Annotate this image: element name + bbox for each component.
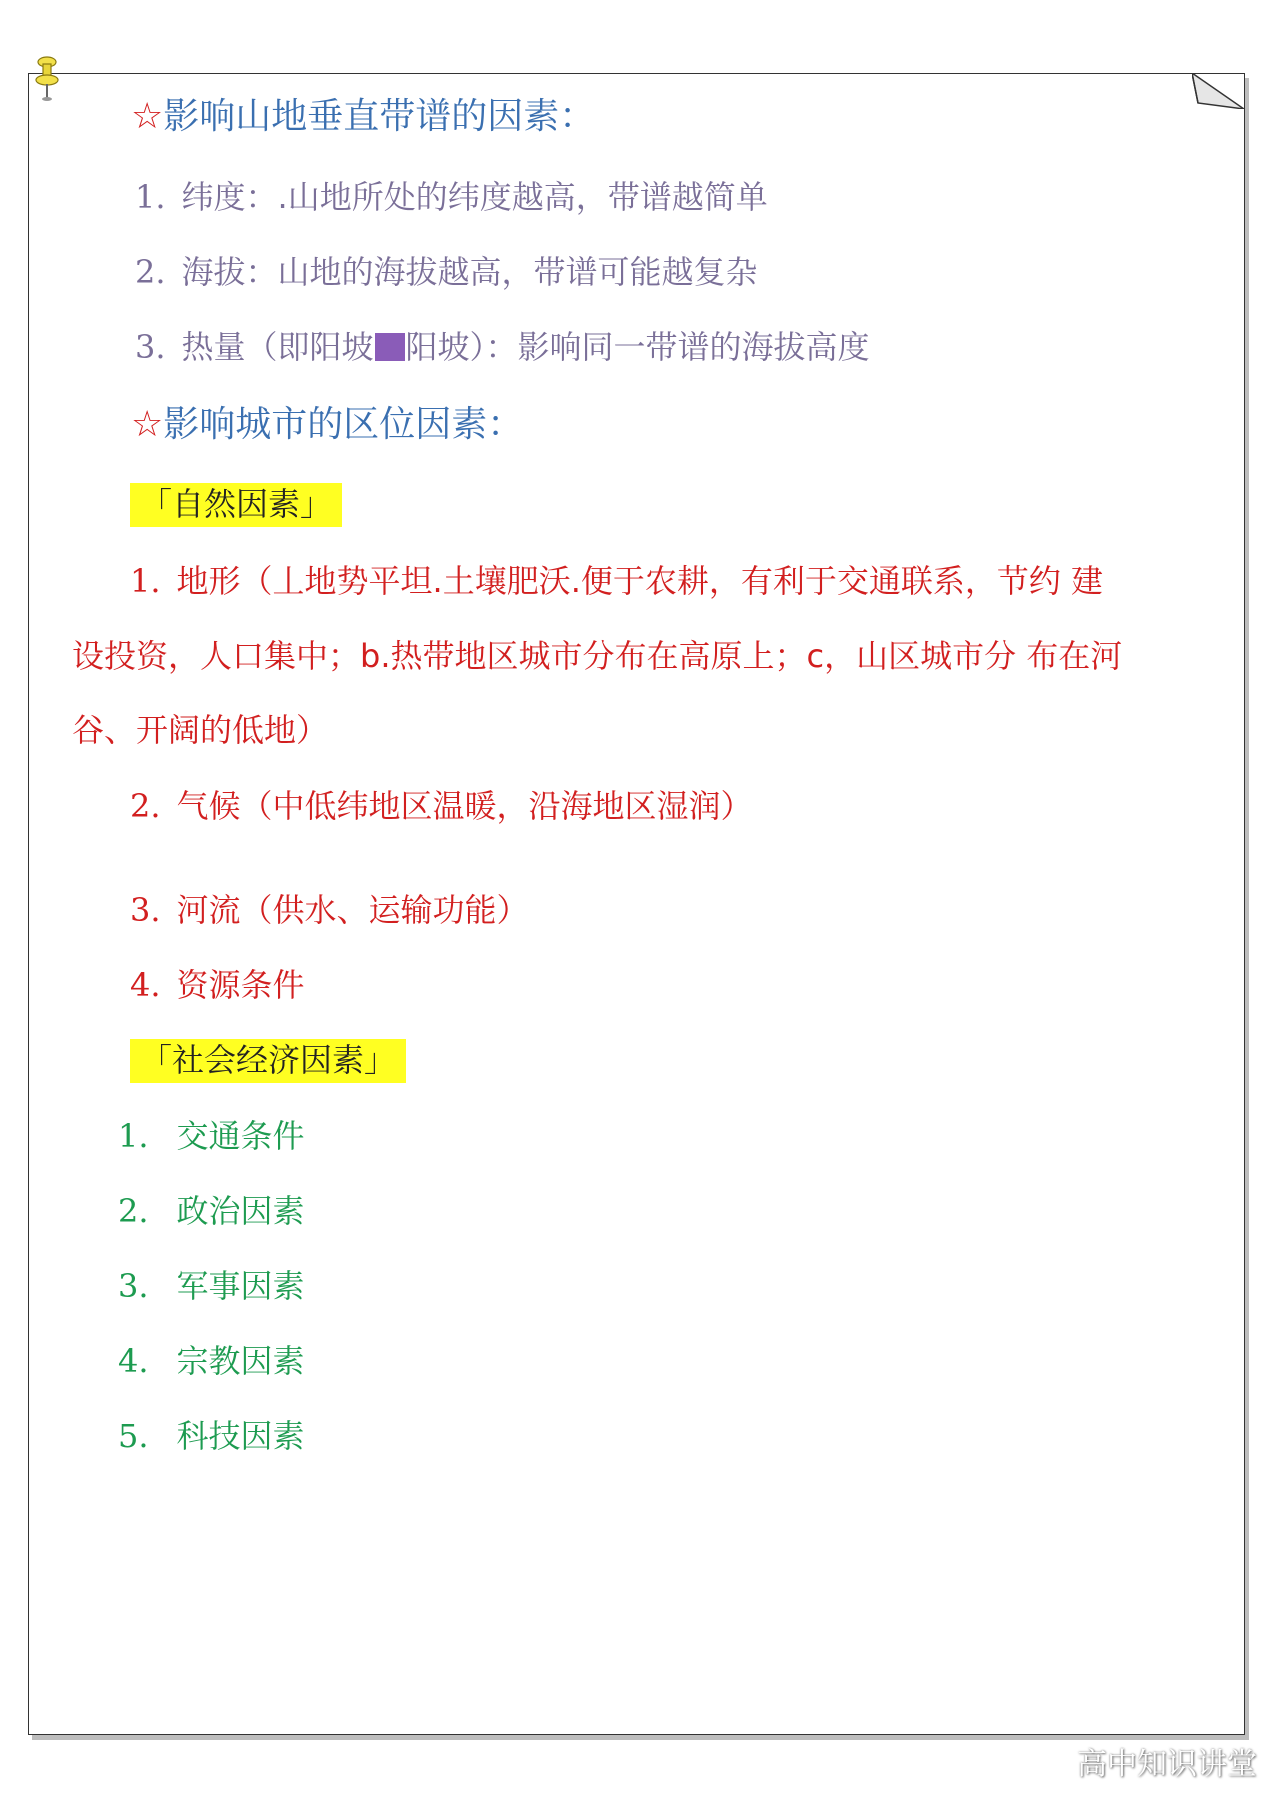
list-item: 1. 地形（丄地势平坦.土壤肥沃.便于农耕，有利于交通联系，节约 建 xyxy=(130,562,1104,600)
social-economic-factors-tag: 「社会经济因素」 xyxy=(130,1040,406,1080)
star-icon: ☆ xyxy=(131,404,164,445)
watermark: 高中知识讲堂 xyxy=(1077,1747,1257,1782)
list-item: 1. 交通条件 xyxy=(118,1117,305,1155)
star-icon: ☆ xyxy=(131,96,164,137)
pushpin-icon xyxy=(34,56,60,102)
list-item: 4. 资源条件 xyxy=(130,966,305,1004)
color-swatch xyxy=(375,333,405,361)
list-item-continuation: 设投资，人口集中；b.热带地区城市分布在高原上；c，山区城市分 布在河 xyxy=(72,637,1123,675)
section-heading-city-location: ☆影响城市的区位因素： xyxy=(131,404,524,445)
list-item: 3. 河流（供水、运输功能） xyxy=(130,891,529,929)
section-heading-vertical-zonation: ☆影响山地垂直带谱的因素： xyxy=(131,96,596,137)
list-item: 2. 海拔：山地的海拔越高，带谱可能越复杂 xyxy=(135,253,758,291)
list-item-continuation: 谷、开阔的低地） xyxy=(72,711,329,749)
list-item: 2. 政治因素 xyxy=(118,1192,305,1230)
list-item: 3. 热量（即阳坡 阳坡）：影响同一带谱的海拔高度 xyxy=(135,328,870,366)
list-item: 1. 纬度：.山地所处的纬度越高，带谱越简单 xyxy=(135,178,768,216)
list-item: 3. 军事因素 xyxy=(118,1267,305,1305)
list-item: 2. 气候（中低纬地区温暖，沿海地区湿润） xyxy=(130,787,753,825)
natural-factors-tag: 「自然因素」 xyxy=(130,484,342,524)
list-item: 4. 宗教因素 xyxy=(118,1342,305,1380)
list-item: 5. 科技因素 xyxy=(118,1417,305,1455)
page-fold-icon xyxy=(1192,73,1244,109)
